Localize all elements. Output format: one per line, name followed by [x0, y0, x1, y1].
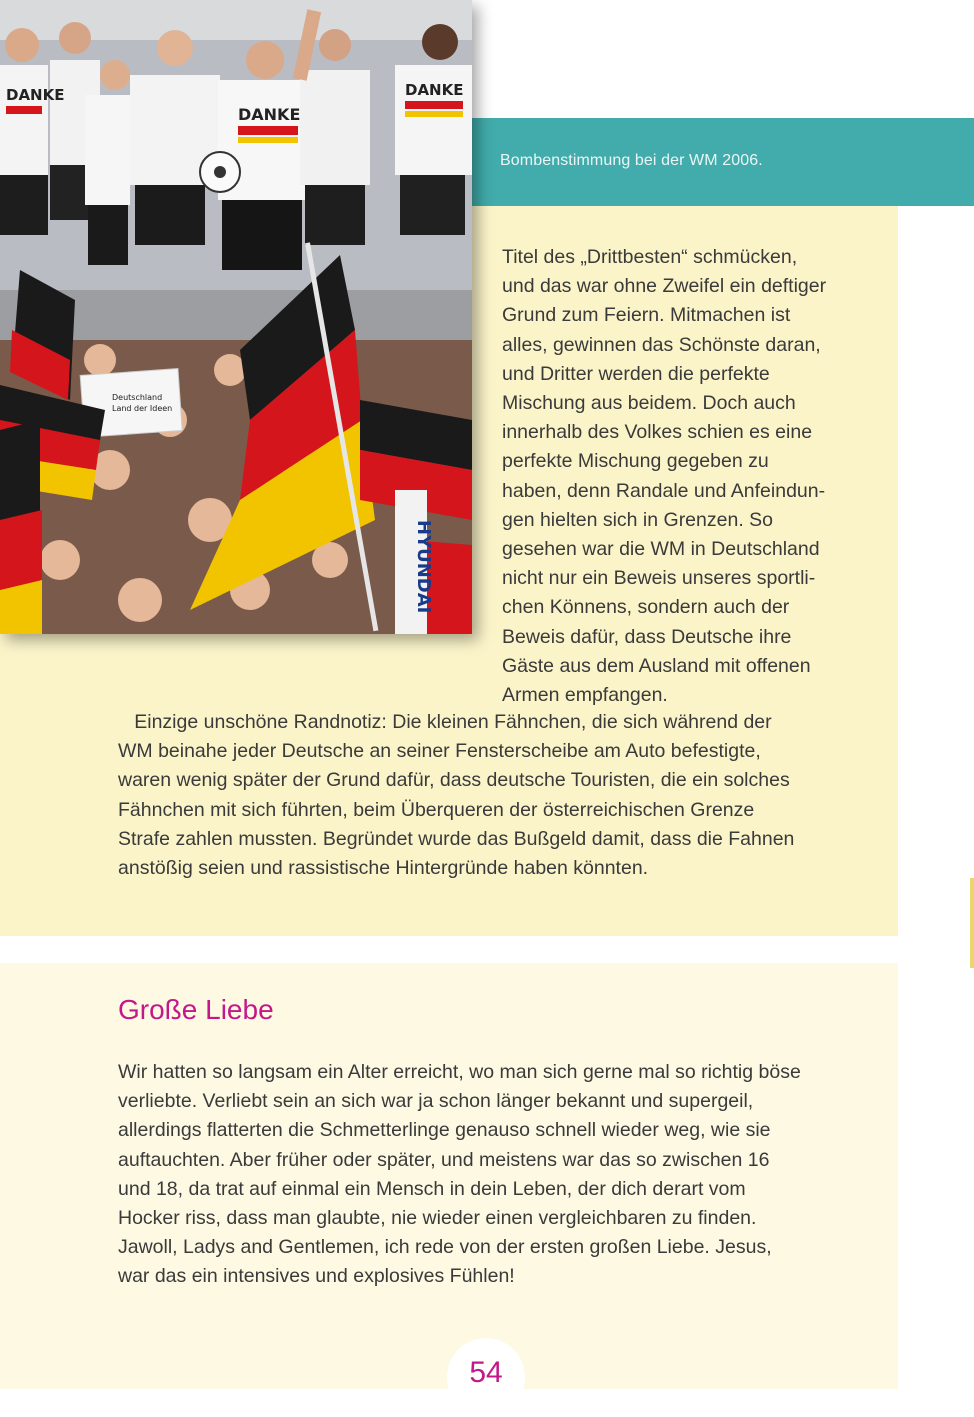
text-line: Beweis dafür, dass Deutsche ihre	[502, 625, 792, 648]
section-heading: Große Liebe	[118, 994, 274, 1025]
text-line: allerdings flatterten die Schmetterlinge genauso schnell wieder weg, wie sie	[118, 1119, 771, 1142]
svg-text:Land der Ideen: Land der Ideen	[112, 404, 173, 413]
text-line: verliebte. Verliebt sein an sich war ja schon länger bekannt und supergeil,	[118, 1090, 754, 1113]
text-line: innerhalb des Volkes schien es eine	[502, 421, 813, 444]
text-line: Wir hatten so langsam ein Alter erreicht, wo man sich gerne mal so richtig böse	[118, 1061, 801, 1083]
full-width-paragraph	[118, 708, 878, 883]
column-paragraph	[502, 243, 872, 710]
page-number: 54	[469, 1356, 503, 1389]
text-line: Armen empfangen.	[502, 684, 668, 707]
world-cup-celebration-photo	[0, 0, 472, 634]
text-line: nicht nur ein Beweis unseres sportli-	[502, 567, 816, 590]
text-line: Fähnchen mit sich führten, beim Überqueren der österreichischen Grenze	[118, 798, 755, 821]
text-line: Gäste aus dem Ausland mit offenen	[502, 654, 811, 677]
text-line: haben, denn Randale und Anfeindun-	[502, 479, 826, 502]
photo-caption-band	[472, 118, 974, 206]
photo-caption: Bombenstimmung bei der WM 2006.	[500, 152, 763, 169]
text-line: perfekte Mischung gegeben zu	[502, 450, 769, 473]
section-paragraph	[118, 1058, 878, 1292]
text-line: chen Könnens, sondern auch der	[502, 596, 790, 619]
text-line: WM beinahe jeder Deutsche an seiner Fensterscheibe am Auto befestigte,	[118, 740, 761, 763]
text-line: Jawoll, Ladys and Gentlemen, ich rede von der ersten großen Liebe. Jesus,	[118, 1236, 772, 1259]
text-line: gesehen war die WM in Deutschland	[502, 538, 820, 561]
text-line: Strafe zahlen mussten. Begründet wurde das Bußgeld damit, dass die Fahnen	[118, 827, 795, 850]
svg-text:HYUNDAI: HYUNDAI	[413, 520, 434, 614]
text-line: Grund zum Feiern. Mitmachen ist	[502, 304, 791, 327]
edge-accent-line	[970, 878, 974, 968]
text-line: und Dritter werden die perfekte	[502, 362, 770, 385]
page-number-badge	[447, 1338, 525, 1416]
text-line: alles, gewinnen das Schönste daran,	[502, 333, 821, 356]
text-line: und 18, da trat auf einmal ein Mensch in dein Leben, der dich derart vom	[118, 1177, 746, 1200]
svg-text:DANKE: DANKE	[238, 105, 301, 124]
svg-text:Deutschland: Deutschland	[112, 393, 163, 402]
text-line: Titel des „Drittbesten“ schmücken,	[502, 246, 798, 268]
text-line: Einzige unschöne Randnotiz: Die kleinen Fähnchen, die sich während der	[118, 711, 772, 733]
text-line: war das ein intensives und explosives Fühlen!	[118, 1265, 515, 1288]
text-line: Mischung aus beidem. Doch auch	[502, 392, 796, 415]
text-line: anstößig seien und rassistische Hintergründe haben könnten.	[118, 857, 649, 880]
svg-text:DANKE: DANKE	[405, 81, 464, 99]
text-line: Hocker riss, dass man glaubte, nie wieder einen vergleichbaren zu finden.	[118, 1207, 757, 1230]
text-line: waren wenig später der Grund dafür, dass deutsche Touristen, die ein solches	[118, 769, 790, 792]
text-line: und das war ohne Zweifel ein deftiger	[502, 275, 827, 298]
text-line: gen hielten sich in Grenzen. So	[502, 508, 774, 531]
text-line: auftauchten. Aber früher oder später, und meistens war das so zwischen 16	[118, 1148, 770, 1171]
svg-text:DANKE: DANKE	[6, 86, 65, 104]
